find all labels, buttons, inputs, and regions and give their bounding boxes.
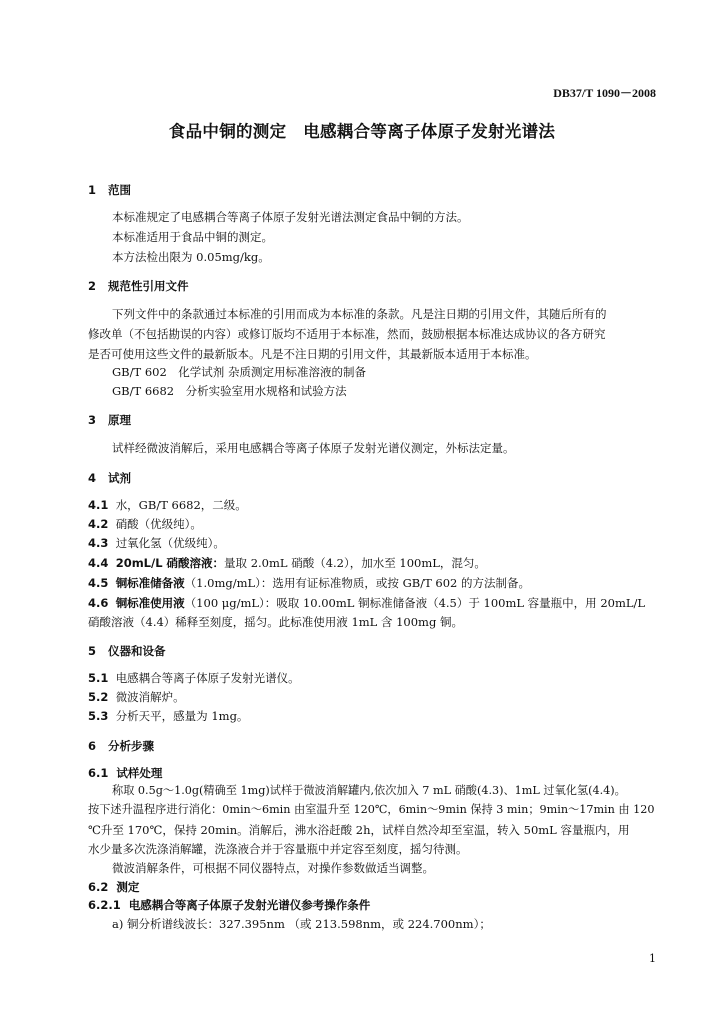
subsection-6-2-number: 6.2 [88,880,109,894]
equipment-5-1-number: 5.1 [88,671,109,685]
equipment-5-2-number: 5.2 [88,690,109,704]
subsection-6-2-1-title: 电感耦合等离子体原子发射光谱仪参考操作条件 [128,898,371,912]
standard-code: DB37/T 1090－2008 [553,86,656,100]
reagent-4-1-text: 水，GB/T 6682，二级。 [115,498,247,512]
reagent-4-3 [88,535,225,551]
reagent-4-3-number: 4.3 [88,536,109,550]
section-1-heading [88,182,131,198]
equipment-5-2 [88,689,185,705]
section-1-title: 范围 [108,183,132,197]
subsection-6-1-title: 试样处理 [116,766,163,780]
reagent-4-6-number: 4.6 [88,596,109,610]
page-number: 1 [649,952,656,965]
reagent-4-4-text: 量取 2.0mL 硝酸（4.2），加水至 100mL，混匀。 [224,556,486,570]
reagent-4-2-text: 硝酸（优级纯）。 [115,517,202,531]
reagent-4-6-text: （100 μg/mL）：吸取 10.00mL 铜标准储备液（4.5）于 100mL 容量瓶中，用 20mL/L [184,596,645,610]
section-3-number: 3 [88,413,97,427]
section-2-title: 规范性引用文件 [108,279,189,293]
section-6-line-4: 水少量多次洗涤消解罐，洗涤液合并于容量瓶中并定容至刻度，摇匀待测。 [88,842,468,856]
section-6-line-2: 按下述升温程序进行消化：0min～6min 由室温升至 120℃，6min～9min 保持 3 min；9min～17min 由 120 [88,803,655,816]
reagent-4-4 [88,555,486,571]
equipment-5-3 [88,708,248,724]
section-5-title: 仪器和设备 [108,644,166,658]
section-4-heading [88,470,131,486]
section-2-line-3: 是否可使用这些文件的最新版本。凡是不注日期的引用文件，其最新版本适用于本标准。 [88,347,537,361]
reagent-4-3-text: 过氧化氢（优级纯）。 [115,536,225,550]
equipment-5-1 [88,670,300,686]
reagent-4-5-name: 铜标准储备液 [115,576,185,590]
reagent-4-2-number: 4.2 [88,517,109,531]
reagent-4-4-name: 20mL/L 硝酸溶液： [115,556,225,570]
section-6-line-3: ℃升至 170℃，保持 20min。消解后，沸水浴赶酸 2h，试样自然冷却至室温，转入 50mL 容量瓶内，用 [88,823,630,837]
equipment-5-3-number: 5.3 [88,709,109,723]
subsection-6-2-1 [88,897,370,913]
section-1-para-3: 本方法检出限为 0.05mg/kg。 [112,250,270,264]
section-2-heading [88,278,189,294]
section-3-heading [88,412,131,428]
section-2-line-1: 下列文件中的条款通过本标准的引用而成为本标准的条款。凡是注日期的引用文件，其随后所有的 [112,307,607,321]
section-3-para-1: 试样经微波消解后，采用电感耦合等离子体原子发射光谱仪测定，外标法定量。 [112,441,515,455]
section-2-line-2: 修改单（不包括勘误的内容）或修订版均不适用于本标准，然而，鼓励根据本标准达成协议的各方研究 [88,327,606,341]
reagent-4-1-number: 4.1 [88,498,109,512]
section-5-heading [88,643,166,659]
equipment-5-2-text: 微波消解炉。 [115,690,185,704]
item-a-wavelength: a) 铜分析谱线波长：327.395nm （或 213.598nm，或 224.700nm）； [112,917,491,931]
section-6-line-1: 称取 0.5g～1.0g(精确至 1mg)试样于微波消解罐内,依次加入 7 mL 硝酸(4.3)、1mL 过氧化氢(4.4)。 [112,784,626,797]
section-4-number: 4 [88,471,97,485]
subsection-6-2-title: 测定 [116,880,140,894]
reagent-4-5-text: （1.0mg/mL）：选用有证标准物质，或按 GB/T 602 的方法制备。 [184,576,531,590]
reagent-4-5 [88,575,530,591]
section-1-para-2: 本标准适用于食品中铜的测定。 [112,230,273,244]
reagent-4-2 [88,516,202,532]
reagent-4-6-continued: 硝酸溶液（4.4）稀释至刻度，摇匀。此标准使用液 1mL 含 100mg 铜。 [88,615,463,629]
reagent-4-4-number: 4.4 [88,556,109,570]
equipment-5-3-text: 分析天平，感量为 1mg。 [115,709,249,723]
section-6-line-5: 微波消解条件，可根据不同仪器特点，对操作参数做适当调整。 [112,861,434,875]
section-5-number: 5 [88,644,97,658]
subsection-6-1-number: 6.1 [88,766,109,780]
reagent-4-1 [88,497,247,513]
section-4-title: 试剂 [108,471,132,485]
section-6-number: 6 [88,739,97,753]
section-3-title: 原理 [108,413,132,427]
section-2-number: 2 [88,279,97,293]
reference-gbt602: GB/T 602 化学试剂 杂质测定用标准溶液的制备 [112,365,366,379]
reagent-4-6-name: 铜标准使用液 [115,596,185,610]
section-6-heading [88,738,154,754]
page-title: 食品中铜的测定 电感耦合等离子体原子发射光谱法 [168,122,556,141]
subsection-6-2 [88,879,139,895]
section-1-para-1: 本标准规定了电感耦合等离子体原子发射光谱法测定食品中铜的方法。 [112,210,469,224]
reference-gbt6682: GB/T 6682 分析实验室用水规格和试验方法 [112,384,347,398]
subsection-6-1 [88,765,162,781]
subsection-6-2-1-number: 6.2.1 [88,898,121,912]
reagent-4-5-number: 4.5 [88,576,109,590]
equipment-5-1-text: 电感耦合等离子体原子发射光谱仪。 [115,671,300,685]
section-6-title: 分析步骤 [108,739,155,753]
section-1-number: 1 [88,183,97,197]
reagent-4-6 [88,595,645,611]
